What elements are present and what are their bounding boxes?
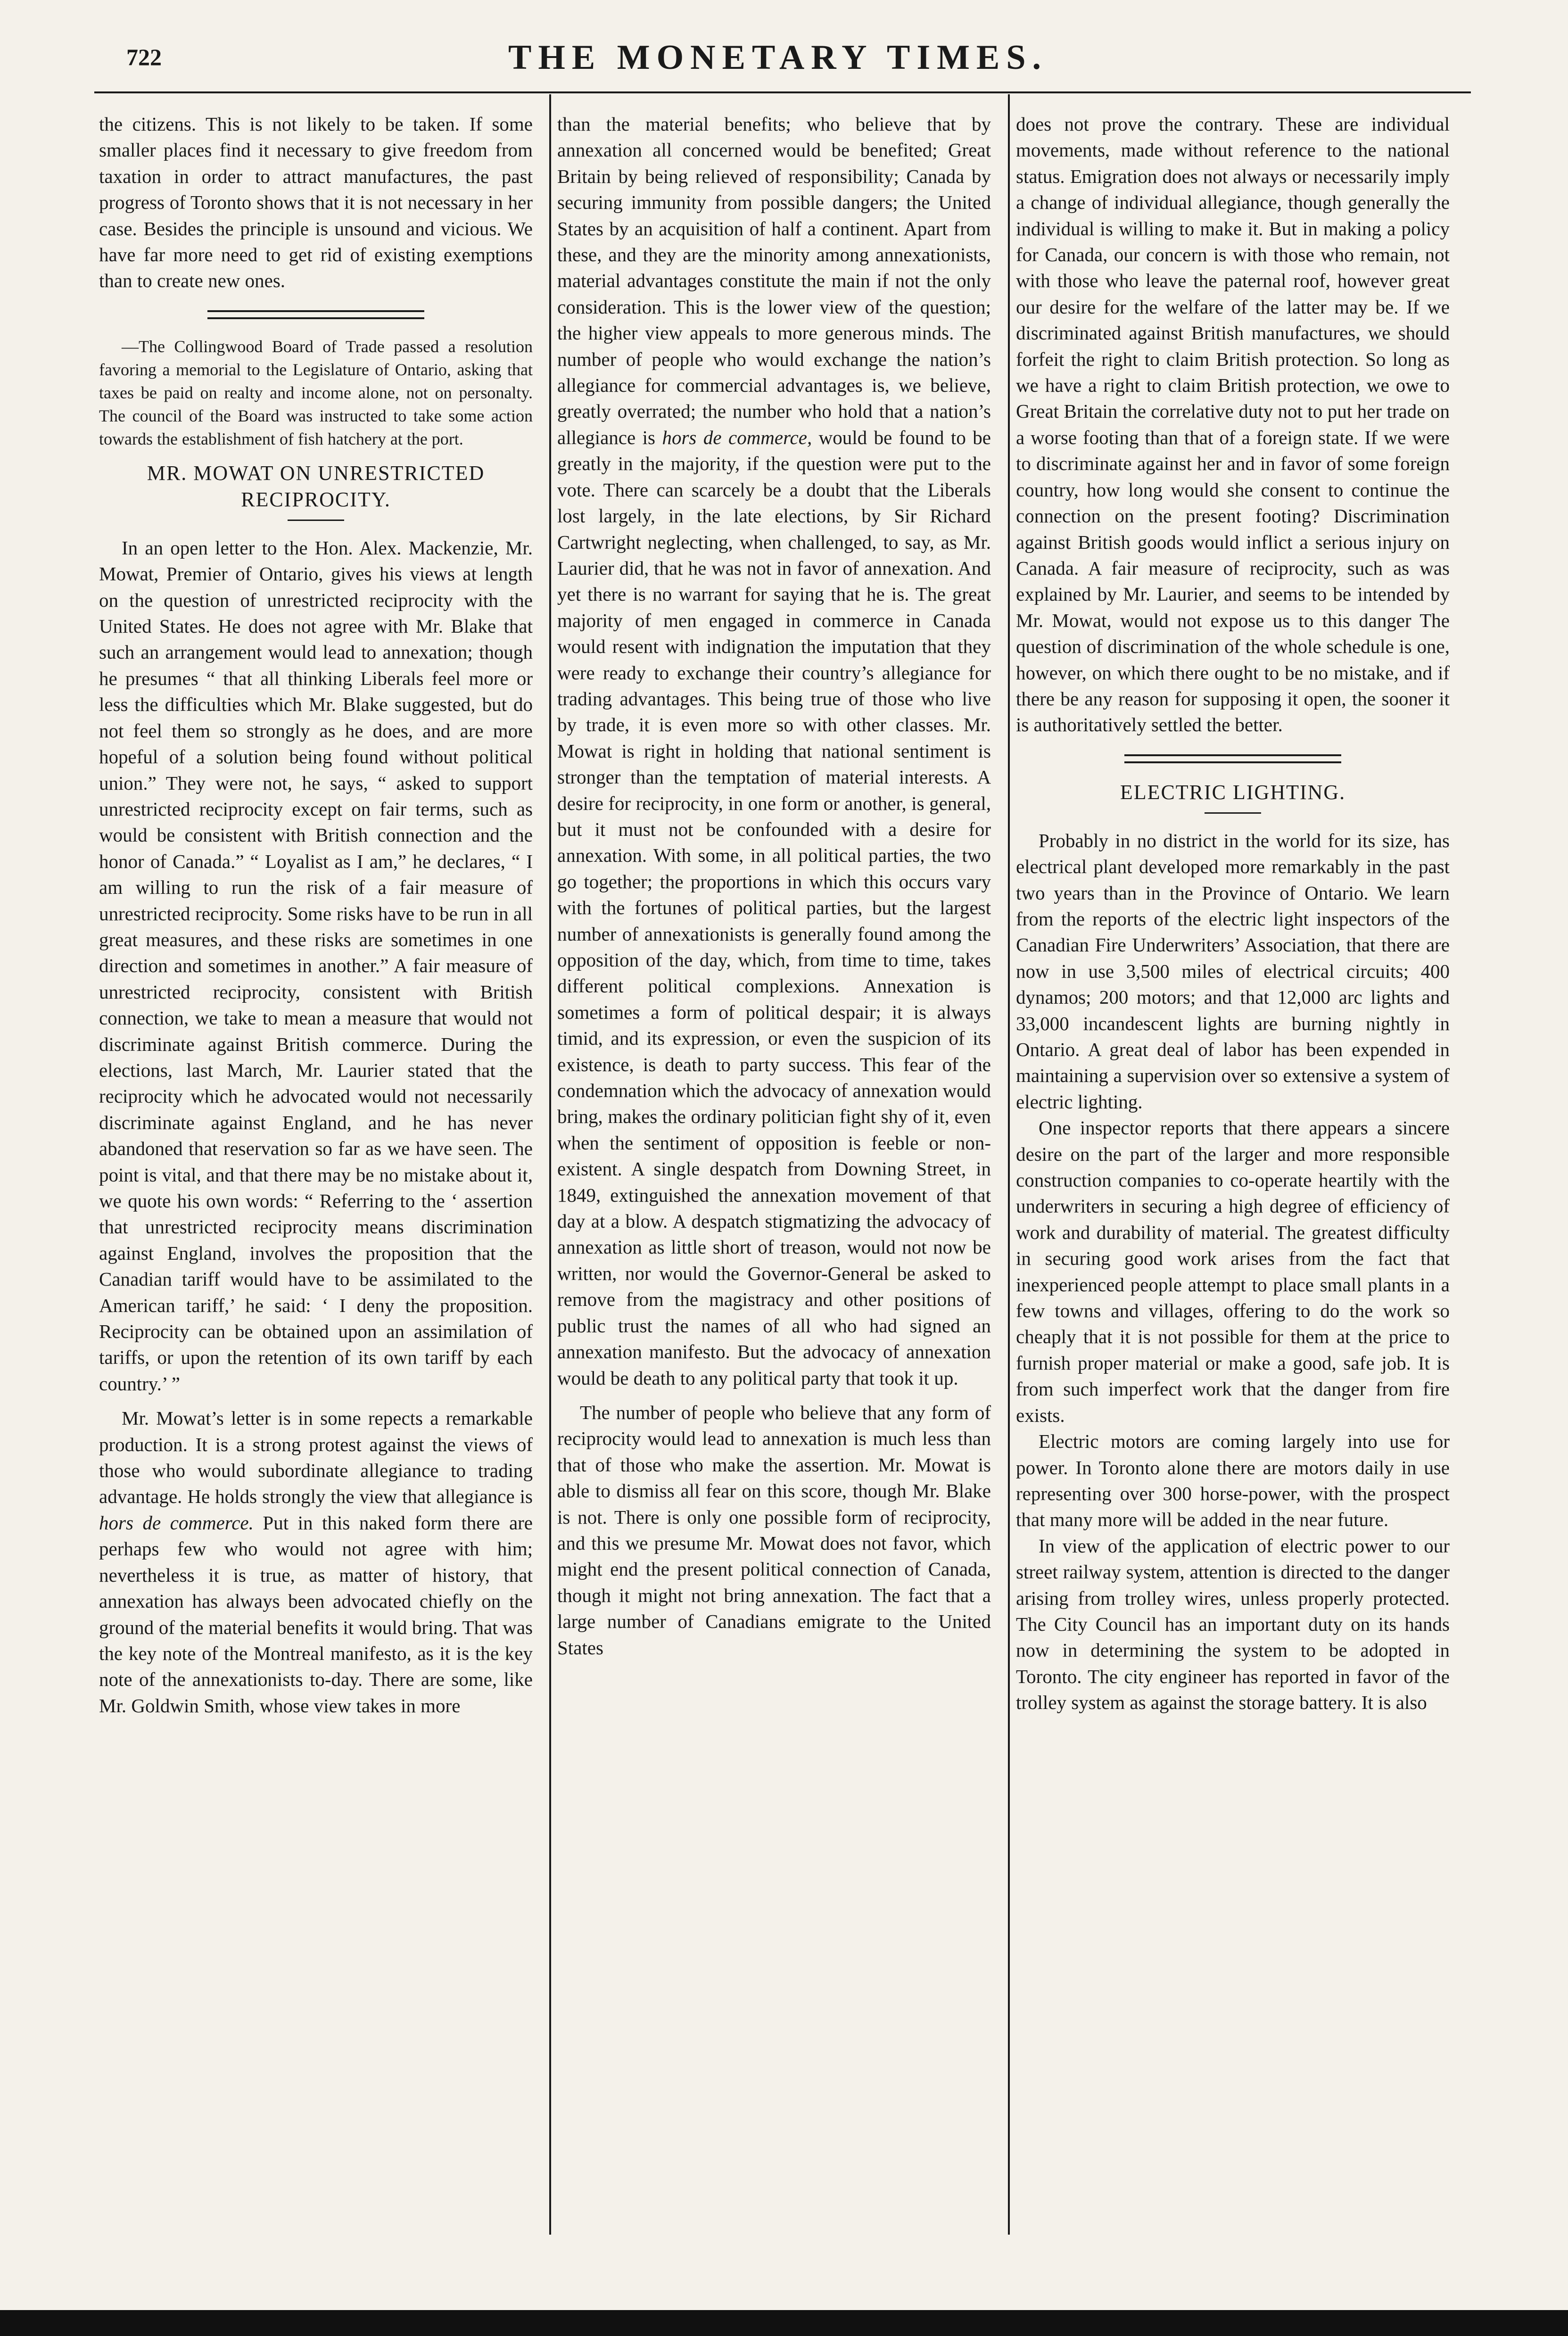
- section-divider-2: [1124, 754, 1341, 763]
- column-2: [557, 111, 991, 1661]
- scan-bottom-edge: [0, 2310, 1568, 2336]
- paragraph-material-benefits-part2: would be found to be greatly in the majority, if the question were put to the vote. There can scarcely be a doubt that the Liberals lost largely, in the late elections, by Sir Richard Cartwright neglecting, when challenged, to say, as Mr. Laurier did, that he was not in favor of annexation. And yet there is no warrant for saying that he is. The great majority of men engaged in commerce in Canada would resent with indignation the imputation that they were ready to exchange their country’s allegiance for trading advantages. This being true of those who live by trade, it is even more so with other classes. Mr. Mowat is right in holding that national sentiment is stronger than the temptation of material interests. A desire for reciprocity, in one form or another, is general, but it must not be confounded with a desire for annexation. With some, in all political parties, the two go together; the proportions in which this occurs vary with the fortunes of political parties, but the largest number of annexationists is generally found among the opposition of the day, which, from time to time, takes different political complexions. Annexation is sometimes a form of political despair; it is always timid, and its expression, or even the suspicion of its existence, is death to party success. This fear of the condemnation which the advocacy of annexation would bring, makes the ordinary politician fight shy of it, even when the sentiment of opposition is feeble or non-existent. A single despatch from Downing Street, in 1849, extinguished the annexation movement of that day at a blow. A despatch stigmatizing the advocacy of annexation as little short of treason, would not now be written, nor would the Governor-General be asked to remove from the magistracy and other positions of public trust the names of all who had signed an annexation manifesto. But the advocacy of annexation would be death to any political party that took it up.: [557, 426, 991, 1389]
- paragraph-mowat-letter-part2: Put in this naked form there are perhaps few who would not agree with him; nevertheless it is true, as matter of history, that annexation has always been advocated chiefly on the ground of the material benefits it would bring. That was the key note of the Montreal manifesto, as it is the key note of the annexationists to-day. There are some, like Mr. Goldwin Smith, whose view takes in more: [99, 1511, 533, 1717]
- paragraph-number-of-people: The number of people who believe that any form of reciprocity would lead to annexation is much less than that of those who make the assertion. Mr. Mowat is able to dismiss all fear on this score, though Mr. Blake is not. There is only one possible form of reciprocity, and this we presume Mr. Mowat does not favor, which might end the present political connection of Canada, though it might not bring annexation. The fact that a large number of Canadians emigrate to the United States: [557, 1401, 991, 1659]
- paragraph-emigration: does not prove the contrary. These are individual movements, made without reference to the national status. Emigration does not always or necessarily imply a change of individual allegiance, though generally the individual is willing to make it. But in making a policy for Canada, our concern is with those who remain, not with those who leave the paternal roof, however great our desire for the welfare of the latter may be. If we discriminated against British manufactures, we should forfeit the right to claim British protection. So long as we have a right to claim British protection, we owe to Great Britain the correlative duty not to put her trade on a worse footing than that of a foreign state. If we were to discriminate against her and in favor of some foreign country, how long would she consent to continue the connection on the present footing? Discrimination against British goods would inflict a serious injury on Canada. A fair measure of reciprocity, such as was explained by Mr. Laurier, and seems to be intended by Mr. Mowat, would not expose us to this danger The question of discrimination of the whole schedule is one, however, on which there ought to be no mistake, and if there be any reason for supposing it open, the sooner it is authoritatively settled the better.: [1016, 113, 1450, 736]
- paragraph-street-railway: In view of the application of electric power to our street railway system, attention is directed to the danger arising from trolley wires, unless properly protected. The City Council has an important duty on its hands now in determining the system to be adopted in Toronto. The city engineer has reported in favor of the trolley system as against the storage battery. It is also: [1016, 1535, 1450, 1714]
- page-number: 722: [126, 44, 162, 70]
- paragraph-material-benefits: [557, 111, 991, 1391]
- heading-electric-lighting: ELECTRIC LIGHTING.: [1120, 780, 1346, 804]
- paragraph-electric-motors: Electric motors are coming largely into use for power. In Toronto alone there are motors daily in use representing over 300 horse-power, with the prospect that many more will be added in the near future.: [1016, 1430, 1450, 1531]
- heading-rule-2: [1205, 812, 1261, 814]
- collingwood-note: —The Collingwood Board of Trade passed a resolution favoring a memorial to the Legislature of Ontario, asking that taxes be paid on realty and income alone, not on personalty. The council of the Board was instructed to take some action towards the establishment of fish hatchery at the port.: [99, 337, 533, 448]
- column-divider-1: [549, 94, 551, 2235]
- column-3: [1016, 111, 1450, 1716]
- hors-de-commerce-italic: hors de commerce.: [99, 1511, 254, 1534]
- header-rule: [94, 91, 1471, 93]
- paragraph-material-benefits-part1: than the material benefits; who believe that by annexation all concerned would be benefited; Great Britain by being relieved of responsibility; Canada by securing immunity from possible dangers; the United States by an acquisition of half a continent. Apart from these, and they are the minority among annexationists, material advantages constitute the main if not the only consideration. This is the lower view of the question; the higher view appeals to more generous minds. The number of people who would exchange the nation’s allegiance for commercial advantages is, we believe, greatly overrated; the number who hold that a nation’s allegiance is: [557, 113, 991, 448]
- column-divider-2: [1008, 94, 1010, 2235]
- paragraph-open-letter: In an open letter to the Hon. Alex. Mackenzie, Mr. Mowat, Premier of Ontario, gives his views at length on the question of unrestricted reciprocity with the United States. He does not agree with Mr. Blake that such an arrangement would lead to annexation; though he presumes “ that all thinking Liberals feel more or less the difficulties which Mr. Blake suggested, but do not feel them so strongly as he does, and are more hopeful of a solution being found without political union.” They were not, he says, “ asked to support unrestricted reciprocity except on fair terms, such as would be consistent with British connection and the honor of Canada.” “ Loyalist as I am,” he declares, “ I am willing to run the risk of a fair measure of unrestricted reciprocity. Some risks have to be run in all great measures, and these risks are sometimes in one direction and sometimes in another.” A fair measure of unrestricted reciprocity, consistent with British connection, we take to mean a measure that would not discriminate against British commerce. During the elections, last March, Mr. Laurier stated that the reciprocity which he advocated would not necessarily discriminate against England, and he has never abandoned that reservation so far as we have seen. The point is vital, and that there may be no mistake about it, we quote his own words: “ Referring to the ‘ assertion that unrestricted reciprocity means discrimination against England, involves the proposition that the Canadian tariff would have to be assimilated to the American tariff,’ he said: ‘ I deny the proposition. Reciprocity can be obtained upon an assimilation of tariffs, or upon the retention of its own tariff by each country.’ ”: [99, 537, 533, 1395]
- hors-de-commerce-italic-2: hors de commerce,: [662, 426, 812, 448]
- heading-rule: [288, 520, 344, 521]
- paragraph-mowat-letter: [99, 1405, 533, 1719]
- paragraph-electrical-plant: Probably in no district in the world for its size, has electrical plant developed more remarkably in the past two years than in the Province of Ontario. We learn from the reports of the electric light inspectors of the Canadian Fire Underwriters’ Association, that there are now in use 3,500 miles of electrical circuits; 400 dynamos; 200 motors; and that 12,000 arc lights and 33,000 incandescent lights are burning nightly in Ontario. A great deal of labor has been expended in maintaining a supervision over so extensive a system of electric lighting.: [1016, 829, 1450, 1113]
- paragraph-inspector-reports: One inspector reports that there appears a sincere desire on the part of the larger and more responsible construction companies to co-operate heartily with the underwriters in securing a high degree of efficiency of work and durability of material. The greatest difficulty in securing good work arises from the fact that inexperienced people attempt to place small plants in a few towns and villages, offering to do the work so cheaply that it is not possible for them at the price to furnish proper material or make a good, safe job. It is from such imperfect work that the danger from fire exists.: [1016, 1117, 1450, 1426]
- paragraph-mowat-letter-part1: Mr. Mowat’s letter is in some repects a remarkable production. It is a strong protest against the views of those who would subordinate allegiance to trading advantage. He holds strongly the view that allegiance is: [99, 1407, 533, 1508]
- section-divider: [207, 310, 424, 319]
- heading-mowat-reciprocity: MR. MOWAT ON UNRESTRICTED RECIPROCITY.: [147, 461, 485, 511]
- masthead-title: THE MONETARY TIMES.: [508, 38, 1048, 77]
- column-1: [99, 111, 533, 1719]
- paragraph-citizens: the citizens. This is not likely to be taken. If some smaller places find it necessary to give freedom from taxation in order to attract manufactures, the past progress of Toronto shows that it is not necessary in her case. Besides the principle is unsound and vicious. We have far more need to get rid of existing exemptions than to create new ones.: [99, 113, 533, 292]
